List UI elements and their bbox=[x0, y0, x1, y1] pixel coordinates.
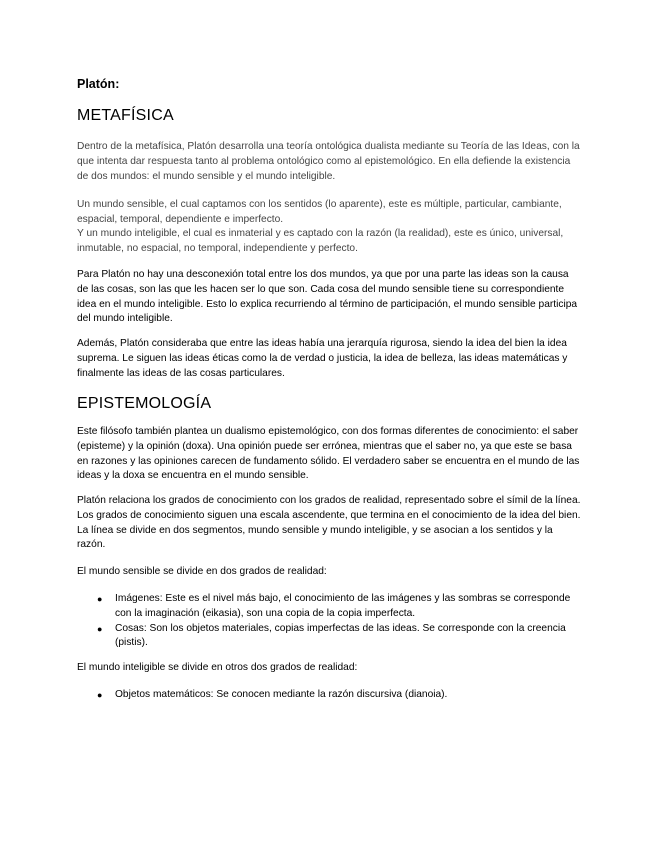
bullet-icon: ● bbox=[97, 623, 103, 634]
section-heading-epistemology: EPISTEMOLOGÍA bbox=[77, 395, 212, 412]
epistemology-paragraph-2: Platón relaciona los grados de conocimiento con los grados de realidad, representado sobre el símil de la línea. Los grados de conocimiento siguen una escala ascendente, que termina en el conocimiento de la idea del bien. La línea se divide en dos segmentos, mundo sensible y mundo inteligible, y se asocian a los sentidos y la razón. bbox=[77, 495, 581, 551]
list-item: ● Imágenes: Este es el nivel más bajo, el conocimiento de las imágenes y las sombras se corresponde con la imaginación (eikasia), son una copia de la copia imperfecta. bbox=[97, 593, 571, 619]
metaphysics-paragraph-3: Para Platón no hay una desconexión total entre los dos mundos, ya que por una parte las ideas son la causa de las cosas, son las que les hacen ser lo que son. Cada cosa del mundo sensible tiene su correspondiente idea en el mundo inteligible. Esto lo explica recurriendo al término de participación, el mundo sensible participa del mundo inteligible. bbox=[77, 269, 578, 325]
list-item: ● Objetos matemáticos: Se conocen mediante la razón discursiva (dianoia). bbox=[77, 688, 582, 703]
epistemology-paragraph-1: Este filósofo también plantea un dualismo epistemológico, con dos formas diferentes de conocimiento: el saber (episteme) y la opinión (doxa). Una opinión puede ser errónea, mientras que el saber no, ya que este se basa en razones y las opiniones carecen de fundamento sólido. El verdadero saber se encuentra en el mundo de las ideas y la doxa se encuentra en el mundo sensible. bbox=[77, 426, 580, 482]
list-item: ● Cosas: Son los objetos materiales, copias imperfectas de las ideas. Se corresponde con la creencia (pistis). bbox=[97, 622, 566, 649]
sensible-world-list bbox=[77, 592, 582, 651]
intelligible-world-list bbox=[77, 688, 582, 703]
metaphysics-paragraph-1: Dentro de la metafísica, Platón desarrolla una teoría ontológica dualista mediante su Teoría de las Ideas, con la que intenta dar respuesta tanto al problema ontológico como al epistemológico. En ella defiende la existencia de dos mundos: el mundo sensible y el mundo inteligible. bbox=[77, 141, 580, 182]
intelligible-world-intro: El mundo inteligible se divide en otros dos grados de realidad: bbox=[77, 662, 358, 673]
bullet-icon: ● bbox=[97, 594, 103, 604]
sensible-world-intro: El mundo sensible se divide en dos grados de realidad: bbox=[77, 566, 327, 577]
section-heading-metaphysics: METAFÍSICA bbox=[77, 107, 174, 124]
metaphysics-paragraph-4: Además, Platón consideraba que entre las ideas había una jerarquía rigurosa, siendo la idea del bien la idea suprema. Le siguen las ideas éticas como la de verdad o justicia, la idea de belleza, las ideas matemáticas y finalmente las ideas de las cosas particulares. bbox=[77, 338, 568, 379]
metaphysics-paragraph-2a: Un mundo sensible, el cual captamos con los sentidos (lo aparente), este es múltiple, particular, cambiante, espacial, temporal, dependiente e imperfecto. bbox=[77, 199, 562, 225]
author-heading: Platón: bbox=[77, 77, 120, 91]
metaphysics-paragraph-2b: Y un mundo inteligible, el cual es inmaterial y es captado con la razón (la realidad), este es único, universal, inmutable, no espacial, no temporal, independiente y perfecto. bbox=[77, 228, 564, 254]
bullet-icon: ● bbox=[97, 690, 103, 700]
